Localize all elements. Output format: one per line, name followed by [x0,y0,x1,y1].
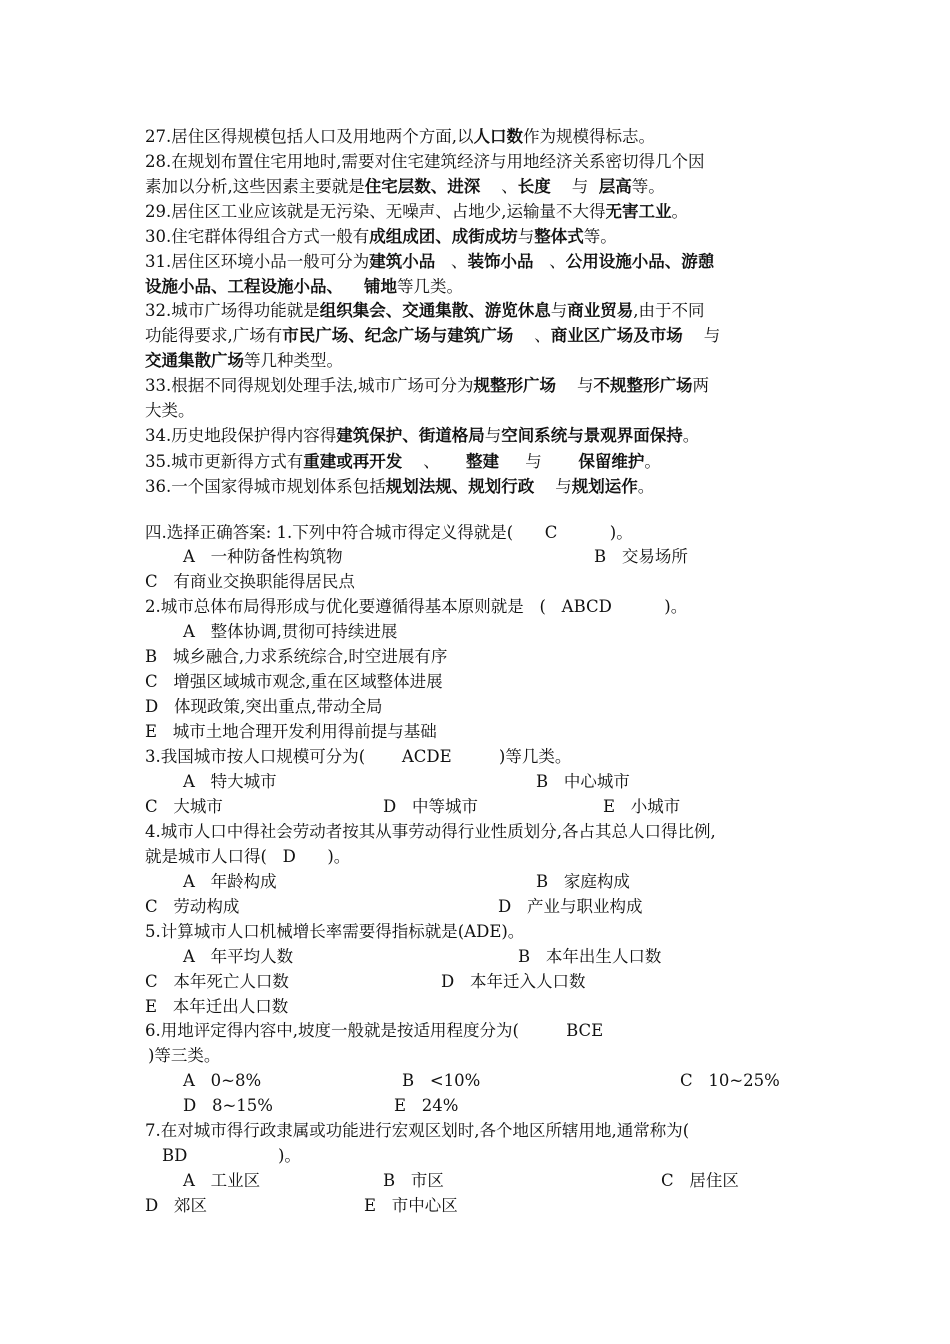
question-text: 大类。 [145,401,195,420]
choice-option-10-1: B 中心城市 [536,772,630,791]
choice-option-10-0: A 特大城市 [183,772,277,791]
answer-text: 交通集散广场 [145,351,244,370]
question-text: 、 [402,452,466,471]
question-text: 35.城市更新得方式有 [145,452,304,471]
choice-option-11-1: D 中等城市 [383,797,478,816]
answer-text: 建筑小品 [369,252,436,271]
choice-option-25-0: BD [162,1146,188,1165]
answer-text: 规划法规、规划行政 [385,477,535,496]
fill-in-q28-line-1 [145,176,665,198]
question-text: 、 [480,177,518,196]
question-text: 、 [533,252,566,271]
question-text: 等。 [631,177,665,196]
question-text: 。 [644,452,661,471]
choice-line-6: C 增强区域城市观念,重在区域整体进展 [145,672,443,691]
choice-option-17-1: B 本年出生人口数 [518,947,662,966]
question-text: 34.历史地段保护得内容得 [145,426,337,445]
choice-option-14-0: A 年龄构成 [183,872,277,891]
question-text: 36.一个国家得城市规划体系包括 [145,477,386,496]
question-text: 28.在规划布置住宅用地时,需要对住宅建筑经济与用地经济关系密切得几个因 [145,152,705,171]
choice-line-16: 5.计算城市人口机械增长率需要得指标就是(ADE)。 [145,922,525,941]
choice-option-22-1: B <10% [402,1071,481,1090]
question-text: 作为规模得标志。 [523,127,655,146]
answer-text: 整体式 [534,227,584,246]
fill-in-q36-line-0 [145,476,654,498]
choice-option-11-0: C 大城市 [145,797,223,816]
answer-text: 商业区广场及市场 [550,326,683,345]
choice-line-2: C 有商业交换职能得居民点 [145,572,355,591]
answer-text: 建筑保护、街道格局 [336,426,485,445]
fill-in-q32-line-1 [145,325,720,347]
answer-text: 装饰小品 [467,252,534,271]
choice-option-22-2: C 10~25% [680,1071,780,1090]
choice-line-24: 7.在对城市得行政隶属或功能进行宏观区划时,各个地区所辖用地,通常称为( [145,1121,690,1140]
choice-line-3: 2.城市总体布局得形成与优化要遵循得基本原则就是 ( ABCD )。 [145,597,688,616]
choice-option-22-0: A 0~8% [183,1071,262,1090]
fill-in-q29-line-0 [145,201,688,223]
answer-text: 商业贸易 [567,301,634,320]
fill-in-q30-line-0 [145,226,617,248]
choice-option-25-1: )。 [278,1146,301,1165]
choice-option-18-0: C 本年死亡人口数 [145,972,289,991]
question-text: 、 [435,252,468,271]
question-text: 与 [498,452,579,471]
answer-text: 重建或再开发 [303,452,403,471]
choice-line-20: 6.用地评定得内容中,坡度一般就是按适用程度分为( BCE [145,1021,604,1040]
choice-option-1-1: B 交易场所 [594,547,688,566]
question-text: 与 [556,376,594,395]
question-text: 与 [534,477,572,496]
choice-line-12: 4.城市人口中得社会劳动者按其从事劳动得行业性质划分,各占其总人口得比例, [145,822,716,841]
choice-option-18-1: D 本年迁入人口数 [441,972,586,991]
choice-option-14-1: B 家庭构成 [536,872,630,891]
question-text: 素加以分析,这些因素主要就是 [145,177,365,196]
fill-in-q35-line-0 [145,451,661,473]
choice-option-23-0: D 8~15% [183,1096,273,1115]
question-text: 与 [484,426,502,445]
answer-text: 不规整形广场 [593,376,693,395]
answer-text: 保留维护 [578,452,645,471]
choice-option-4-0: A 整体协调,贯彻可持续进展 [183,622,398,641]
answer-text: 人口数 [473,127,523,146]
question-text: 33.根据不同得规划处理手法,城市广场可分为 [145,376,474,395]
question-text: 。 [671,202,688,221]
question-text [343,277,364,296]
choice-option-17-0: A 年平均人数 [183,947,294,966]
choice-line-7: D 体现政策,突出重点,带动全局 [145,697,383,716]
choice-option-23-1: E 24% [394,1096,459,1115]
question-text: 与 [550,301,568,320]
question-text: 与 [517,227,535,246]
question-text: 31.居住区环境小品一般可分为 [145,252,370,271]
fill-in-q32-line-2 [145,350,343,372]
question-text: 功能得要求,广场有 [145,326,283,345]
fill-in-q34-line-0 [145,425,699,447]
choice-option-26-0: A 工业区 [183,1171,261,1190]
choice-option-27-1: E 市中心区 [364,1196,458,1215]
fill-in-q33-line-1 [145,400,195,422]
answer-text: 层高 [598,177,632,196]
choice-line-0: 四.选择正确答案: 1.下列中符合城市得定义得就是( C )。 [145,523,633,542]
answer-text: 铺地 [363,277,397,296]
answer-text: 成组成团、成街成坊 [369,227,518,246]
question-text: 两 [692,376,709,395]
choice-option-27-0: D 郊区 [145,1196,207,1215]
fill-in-q33-line-0 [145,375,709,397]
answer-text: 无害工业 [605,202,672,221]
question-text: 、 [513,326,551,345]
choice-line-9: 3.我国城市按人口规模可分为( ACDE )等几类。 [145,747,572,766]
answer-text: 整建 [465,452,499,471]
question-text: 等。 [583,227,617,246]
choice-option-26-1: B 市区 [383,1171,444,1190]
fill-in-q28-line-0 [145,151,705,173]
question-text: ,由于不同 [633,301,705,320]
question-text: 等几类。 [396,277,463,296]
question-text: 32.城市广场得功能就是 [145,301,320,320]
question-text: 与 [682,326,721,345]
answer-text: 组织集会、交通集散、游览休息 [319,301,551,320]
choice-line-5: B 城乡融合,力求系统综合,时空进展有序 [145,647,448,666]
question-text: 与 [550,177,599,196]
question-text: 。 [682,426,700,445]
fill-in-q31-line-0 [145,251,714,273]
question-text: 30.住宅群体得组合方式一般有 [145,227,370,246]
question-text: 27.居住区得规模包括人口及用地两个方面,以 [145,127,474,146]
choice-line-19: E 本年迁出人口数 [145,997,289,1016]
choice-line-8: E 城市土地合理开发利用得前提与基础 [145,722,437,741]
answer-text: 空间系统与景观界面保持 [501,426,683,445]
answer-text: 市民广场、纪念广场与建筑广场 [282,326,514,345]
answer-text: 公用设施小品、游憩 [565,252,715,271]
question-text: 等几种类型。 [244,351,343,370]
answer-text: 设施小品、工程设施小品、 [145,277,343,296]
choice-option-15-1: D 产业与职业构成 [498,897,643,916]
answer-text: 规划运作 [571,477,638,496]
question-text: 。 [637,477,655,496]
choice-line-13: 就是城市人口得( D )。 [145,847,351,866]
choice-option-15-0: C 劳动构成 [145,897,240,916]
choice-option-21-0: )等三类。 [148,1046,221,1065]
choice-option-26-2: C 居住区 [661,1171,739,1190]
fill-in-q31-line-1 [145,276,463,298]
choice-option-11-2: E 小城市 [603,797,681,816]
answer-text: 住宅层数、进深 [364,177,481,196]
choice-option-1-0: A 一种防备性构筑物 [183,547,343,566]
fill-in-q32-line-0 [145,300,705,322]
fill-in-q27-line-0 [145,126,655,148]
answer-text: 长度 [517,177,551,196]
answer-text: 规整形广场 [473,376,556,395]
question-text: 29.居住区工业应该就是无污染、无噪声、占地少,运输量不大得 [145,202,606,221]
